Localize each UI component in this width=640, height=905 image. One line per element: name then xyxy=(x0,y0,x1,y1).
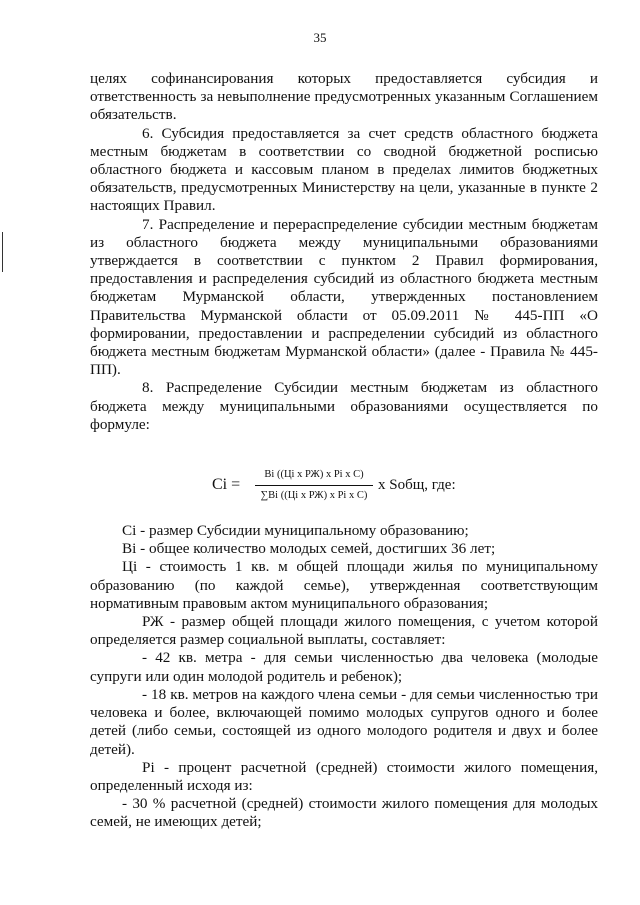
definition-c: Ci - размер Субсидии муниципальному образованию; xyxy=(122,522,469,540)
document-body xyxy=(90,70,598,832)
list-item-30: - 30 % расчетной (средней) стоимости жилого помещения для молодых семей, не имеющих детей; xyxy=(90,795,598,831)
definition-rzh: РЖ - размер общей площади жилого помещения, с учетом которой определяется размер социальной выплаты, составляет: xyxy=(90,613,598,649)
distribution-formula xyxy=(90,466,598,502)
page-number: 35 xyxy=(313,30,327,45)
definition-p: Pi - процент расчетной (средней) стоимости жилого помещения, определенный исходя из: xyxy=(90,758,598,794)
list-item-42: - 42 кв. метра - для семьи численностью два человека (молодые супруги или один молодой родитель и ребенок); xyxy=(90,649,598,685)
paragraph-8: 8. Распределение Субсидии местным бюджетам из областного бюджета между муниципальными образованиями осуществляется по формуле: xyxy=(90,379,598,433)
paragraph-7: 7. Распределение и перераспределение субсидии местным бюджетам из областного бюджета между муниципальными образованиями утверждается в соответствии с пунктом 2 Правил формирования, предоставления и распределения субсидий из областного бюджета местным бюджетам Мурманской области, утвержденных постановлением Правительства Мурманской области от 05.09.2011 № 445-ПП «О формировании, предоставлении и распределении субсидий из областного бюджета местным бюджетам Мурманской области» (далее - Правила № 445-ПП). xyxy=(90,215,598,379)
definition-ts: Цi - стоимость 1 кв. м общей площади жилья по муниципальному образованию (по каждой семье), утвержденная соответствующим нормативным правовым актом муниципального образования; xyxy=(90,558,598,612)
paragraph-6: 6. Субсидия предоставляется за счет средств областного бюджета местным бюджетам в соответствии со сводной бюджетной росписью областного бюджета и кассовым планом в пределах лимитов бюджетных обязательств, предусмотренных Министерству на цели, указанные в пункте 2 настоящих Правил. xyxy=(90,124,598,215)
scan-margin-mark xyxy=(2,232,3,272)
formula-lhs: Ci = xyxy=(212,476,241,494)
list-item-18: - 18 кв. метров на каждого члена семьи - для семьи численностью три человека и более, включающей помимо молодых супругов одного и более детей (либо семьи, состоящей из одного молодого родителя и двух и более детей). xyxy=(90,685,598,758)
formula-numerator: Bi ((Цi x РЖ) x Pi x C) xyxy=(255,466,373,486)
formula-denominator: ∑Bi ((Цi x РЖ) x Pi x C) xyxy=(260,490,368,502)
definition-b: Bi - общее количество молодых семей, достигших 36 лет; xyxy=(122,540,496,558)
paragraph-continuation: целях софинансирования которых предоставляется субсидия и ответственность за невыполнение предусмотренных указанным Соглашением обязательств. xyxy=(90,70,598,124)
formula-rhs: x Sобщ, где: xyxy=(378,477,456,494)
formula-fraction xyxy=(255,466,373,505)
